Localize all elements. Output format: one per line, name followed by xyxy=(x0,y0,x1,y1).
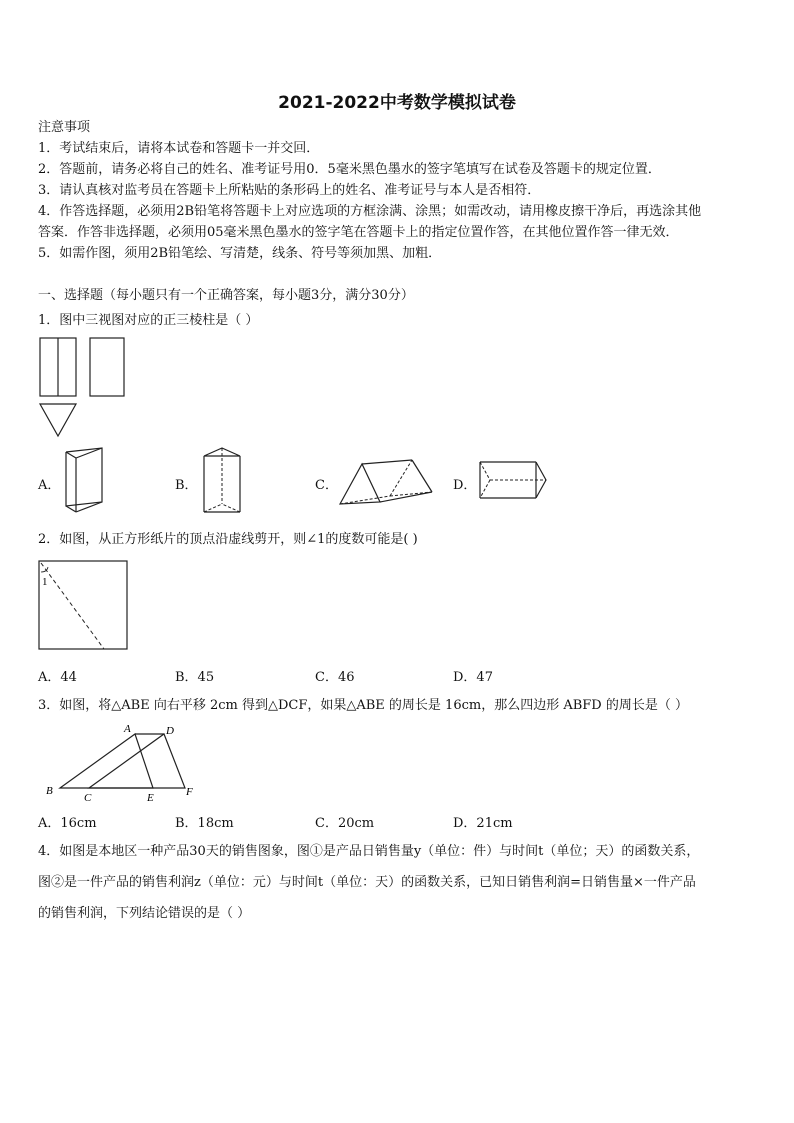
q3-point-b: B xyxy=(46,785,53,797)
notice-item: 2．答题前，请务必将自己的姓名、准考证号用0．5毫米黑色墨水的签字笔填写在试卷及答题卡的规定位置． xyxy=(38,162,661,177)
q2-option-c: C．46 xyxy=(315,670,355,685)
q3-point-f: F xyxy=(186,786,193,798)
q2-option-a: A．44 xyxy=(38,670,77,685)
q1-option-d-prism-figure xyxy=(478,460,550,502)
q3-point-a: A xyxy=(124,723,131,735)
q3-option-d: D．21cm xyxy=(453,816,513,831)
q2-angle-label: 1 xyxy=(42,576,48,588)
notice-item: 5．如需作图，须用2B铅笔绘、写清楚，线条、符号等须加黑、加粗． xyxy=(38,246,442,261)
q3-stem: 3．如图，将△ABE 向右平移 2cm 得到△DCF，如果△ABE 的周长是 16cm，那么四边形 ABFD 的周长是（ ） xyxy=(38,698,688,713)
q3-point-c: C xyxy=(84,792,92,804)
q1-option-c: C． xyxy=(315,478,338,493)
q3-option-b: B．18cm xyxy=(175,816,234,831)
q1-option-d: D． xyxy=(453,478,477,493)
q2-stem: 2．如图，从正方形纸片的顶点沿虚线剪开，则∠1的度数可能是( ) xyxy=(38,532,418,547)
notice-item: 4．作答选择题，必须用2B铅笔将答题卡上对应选项的方框涂满、涂黑；如需改动，请用橡皮擦干净后，再选涂其他 xyxy=(38,204,702,219)
q3-translation-figure xyxy=(40,722,200,804)
q4-line: 图②是一件产品的销售利润z（单位：元）与时间t（单位：天）的函数关系，已知日销售利润=日销售量×一件产品 xyxy=(38,875,696,890)
q1-option-a: A． xyxy=(38,478,61,493)
q2-option-b: B．45 xyxy=(175,670,215,685)
notice-item: 1．考试结束后，请将本试卷和答题卡一并交回． xyxy=(38,141,320,156)
section-heading: 一、选择题（每小题只有一个正确答案，每小题3分，满分30分） xyxy=(38,288,414,303)
q1-option-c-prism-figure xyxy=(338,456,434,510)
q2-square-figure xyxy=(38,560,130,652)
q4-line: 的销售利润，下列结论错误的是（ ） xyxy=(38,906,251,921)
q1-three-views-figure xyxy=(38,336,128,444)
notice-item: 答案．作答非选择题，必须用05毫米黑色墨水的签字笔在答题卡上的指定位置作答，在其他位置作答一律无效． xyxy=(38,225,679,240)
q1-option-b: B． xyxy=(175,478,198,493)
notice-heading: 注意事项 xyxy=(38,120,91,135)
q1-stem: 1．图中三视图对应的正三棱柱是（ ） xyxy=(38,313,259,328)
notice-item: 3．请认真核对监考员在答题卡上所粘贴的条形码上的姓名、准考证号与本人是否相符． xyxy=(38,183,541,198)
q1-option-a-prism-figure xyxy=(62,446,110,514)
q3-point-e: E xyxy=(147,792,154,804)
q1-option-b-prism-figure xyxy=(200,446,246,518)
exam-title: 2021-2022中考数学模拟试卷 xyxy=(278,93,516,113)
q3-point-d: D xyxy=(166,725,174,737)
q3-option-c: C．20cm xyxy=(315,816,375,831)
q4-line: 4．如图是本地区一种产品30天的销售图象，图①是产品日销售量y（单位：件）与时间t（单位；天）的函数关系， xyxy=(38,844,700,859)
q3-option-a: A．16cm xyxy=(38,816,97,831)
q2-option-d: D．47 xyxy=(453,670,493,685)
